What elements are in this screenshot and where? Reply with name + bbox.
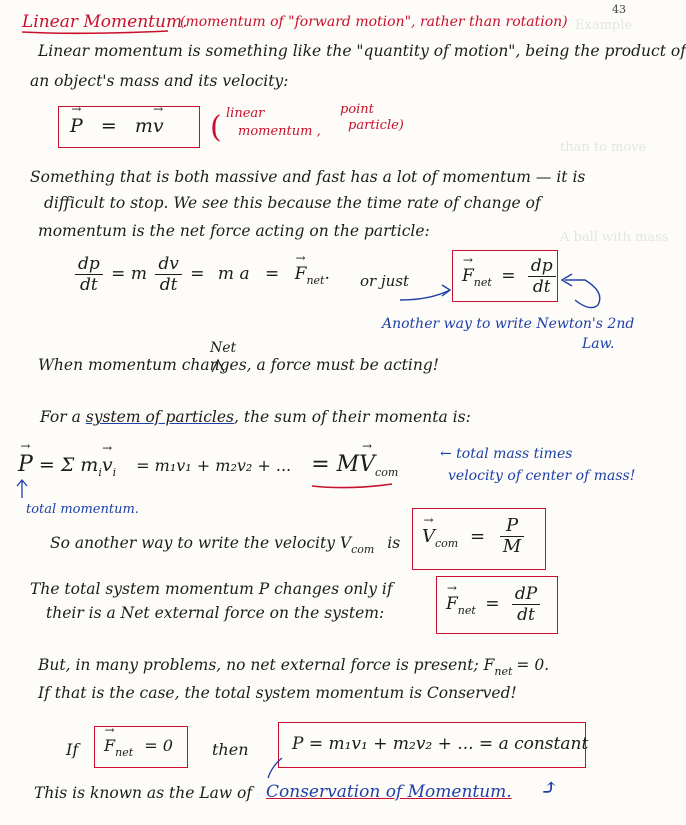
force-symbol: → F	[446, 594, 458, 614]
dp-numerator: dP	[512, 584, 540, 605]
p-numerator: P	[500, 516, 524, 537]
com-subscript: com	[435, 536, 459, 550]
v-symbol: → V	[359, 452, 375, 477]
dt-denominator: dt	[517, 605, 535, 625]
equals-sign-2: =	[190, 264, 205, 284]
equals-zero: = 0.	[516, 656, 550, 674]
ma-term: m a	[217, 264, 250, 284]
com-subscript: com	[375, 466, 399, 479]
system-prefix: For a	[40, 408, 81, 426]
dp-numerator: dp	[75, 254, 103, 275]
title-underline	[22, 31, 168, 33]
mass-symbol: m	[134, 115, 153, 137]
conservation-eq: P = m₁v₁ + m₂v₂ + ... = a constant	[292, 734, 589, 754]
bleed-text-2: than to move	[560, 140, 647, 155]
force-symbol: → F	[104, 736, 115, 755]
equals-sign-3: =	[265, 264, 280, 284]
dp-numerator: dp	[528, 256, 556, 277]
law-pointer-icon	[268, 758, 282, 778]
note-linear: linear	[226, 106, 265, 121]
net-insertion: Net	[210, 340, 237, 356]
equals-sign: =	[501, 266, 516, 286]
total-momentum-label: total momentum.	[26, 502, 139, 517]
force-symbol: → F	[295, 264, 307, 284]
dv-numerator: dv	[155, 254, 182, 275]
no-force-line-2: If that is the case, the total system momentum is Conserved!	[38, 684, 517, 702]
para2-line-2: difficult to stop. We see this because the time rate of change of	[44, 194, 541, 212]
law-arrow-icon: ⤴	[540, 776, 559, 801]
equals-sign: =	[111, 264, 126, 284]
net-subscript: net	[494, 665, 513, 678]
com-subscript: com	[351, 543, 375, 556]
note-paren: (	[210, 110, 222, 145]
then-word: then	[212, 740, 249, 759]
dt-denominator-2: dt	[159, 275, 178, 295]
m-denominator: M	[502, 536, 522, 557]
net-subscript: net	[473, 276, 492, 289]
dt-denominator: dt	[80, 275, 98, 295]
annotation-line-1: ← total mass times	[440, 446, 573, 462]
force-symbol: → F	[462, 266, 474, 286]
p-symbol: → P	[70, 115, 83, 137]
mvcom-underline	[312, 484, 392, 488]
mass-symbol: m	[130, 264, 147, 284]
total-p-symbol: → P	[18, 452, 33, 477]
m-vcom-term: = M	[311, 452, 360, 477]
page-number: 43	[612, 3, 626, 16]
sum-term: = Σ m	[38, 454, 99, 476]
insert-caret-icon	[212, 360, 224, 372]
net-subscript: net	[115, 746, 134, 759]
net-subscript: net	[306, 274, 325, 287]
equals-sign: =	[469, 525, 486, 547]
system-suffix: , the sum of their momenta is:	[233, 408, 471, 426]
equals-sign: =	[100, 115, 117, 137]
dt-denominator: dt	[532, 277, 551, 297]
arrow-head-icon	[442, 285, 450, 296]
v-i-symbol: → v	[102, 454, 113, 476]
total-change-line-2: their is a Net external force on the system:	[46, 604, 385, 622]
law-name: Conservation of Momentum.	[266, 782, 512, 802]
vcom-text: So another way to write the velocity V	[50, 534, 352, 552]
system-of-particles: system of particles	[85, 408, 234, 426]
annotation-line-2: velocity of center of mass!	[448, 468, 636, 484]
i-subscript: i	[98, 466, 102, 479]
momentum-changes-line: When momentum changes, a force must be acting!	[38, 356, 439, 374]
or-just-label: or just	[360, 272, 410, 290]
para2-line-1: Something that is both massive and fast has a lot of momentum — it is	[30, 168, 586, 186]
i-subscript-2: i	[112, 466, 117, 479]
newton-note-line-1: Another way to write Newton's 2nd	[382, 316, 635, 332]
page-title: Linear Momentum.	[22, 12, 188, 32]
intro-line-1: Linear momentum is something like the "quantity of motion", being the product of	[38, 42, 686, 60]
velocity-symbol: → v	[153, 115, 164, 137]
note-particle: particle)	[348, 118, 404, 133]
bleed-text-1: Example	[575, 18, 633, 33]
if-word: If	[66, 740, 79, 759]
note-momentum: momentum ,	[238, 124, 321, 139]
sum-terms: = m₁v₁ + m₂v₂ + ...	[136, 456, 292, 475]
intro-line-2: an object's mass and its velocity:	[30, 72, 289, 90]
note-point: point	[340, 102, 374, 117]
newton-note-line-2: Law.	[582, 336, 615, 352]
is-word: is	[387, 534, 401, 552]
para2-line-3: momentum is the net force acting on the particle:	[38, 222, 430, 240]
equals-sign: =	[485, 594, 500, 614]
v-symbol: → V	[422, 526, 435, 547]
total-change-line-1: The total system momentum P changes only if	[30, 580, 393, 598]
period: .	[324, 264, 330, 284]
no-force-text: But, in many problems, no net external force is present; F	[38, 656, 495, 674]
law-prefix: This is known as the Law of	[34, 784, 253, 802]
page-subtitle: (momentum of "forward motion", rather than rotation)	[180, 14, 568, 30]
equals-zero: = 0	[144, 736, 173, 755]
net-subscript: net	[457, 604, 476, 617]
bleed-text-3: A ball with mass	[560, 230, 669, 245]
